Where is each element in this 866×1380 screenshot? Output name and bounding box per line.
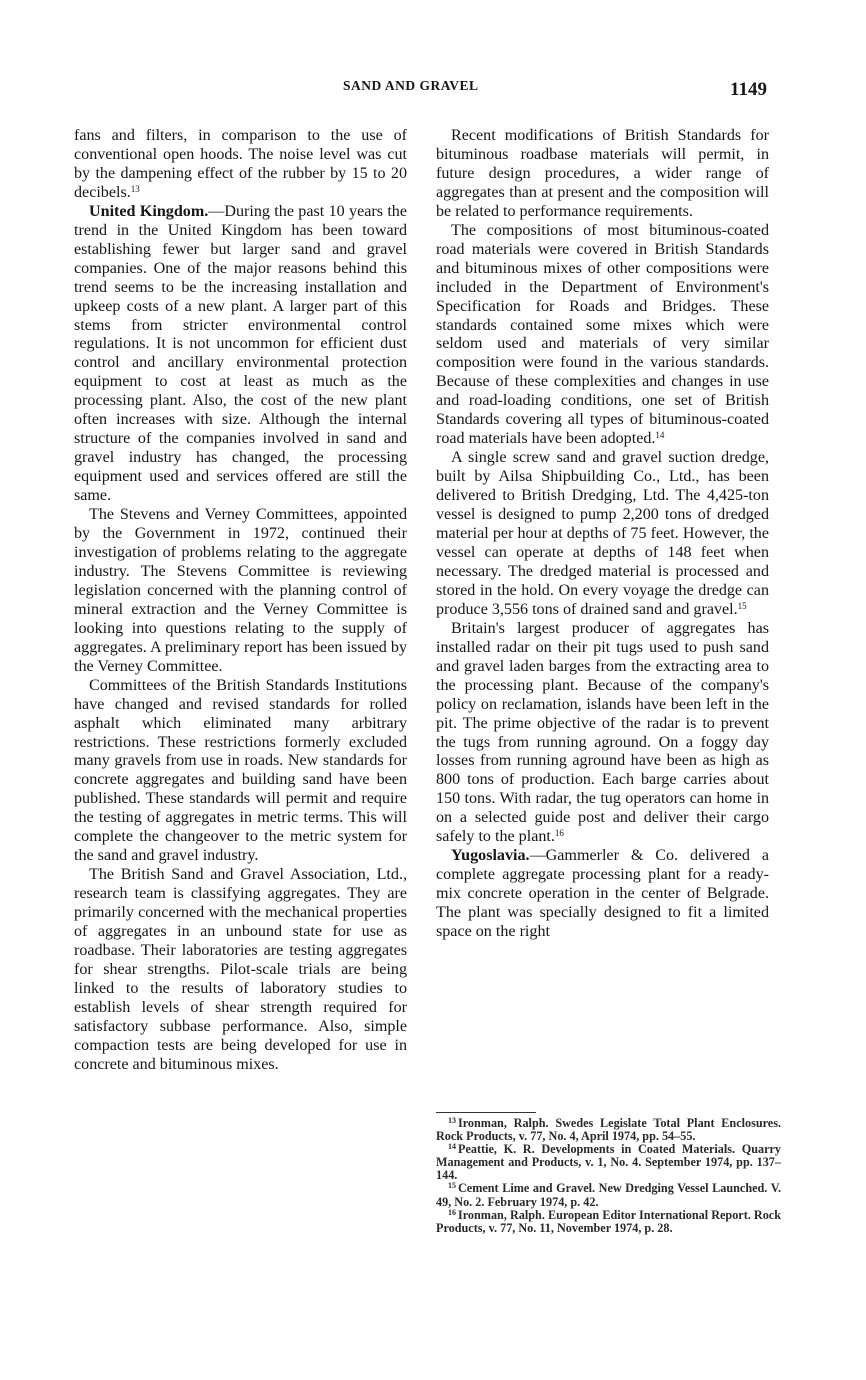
page-number: 1149 [730, 79, 767, 100]
footnotes [436, 1117, 781, 1235]
footnote-number: 13 [448, 1116, 456, 1125]
footnote [436, 1117, 781, 1143]
paragraph-text: A single screw sand and gravel suction dredge, built by Ailsa Shipbuilding Co., Ltd., has been delivered to British Dredging, Ltd. The 4,425-ton vessel is designed to pump 2,200 tons of dredged material per hour at depths of 75 feet. However, the vessel can operate at depths of 148 feet when necessary. The dredged material is processed and stored in the hold. On every voyage the dredge can produce 3,556 tons of drained sand and gravel. [436, 449, 769, 618]
footnote-divider [436, 1112, 536, 1113]
paragraph [436, 620, 769, 847]
footnote-ref: 15 [737, 600, 747, 611]
paragraph-text: The compositions of most bituminous-coated road materials were covered in British Standards and bituminous mixes of other compositions were included in the Department of Environment's Specification for Roads and Bridges. These standards contained some mixes which were seldom used and materials of very similar composition were found in the various standards. Because of these complexities and changes in use and road-loading conditions, one set of British Standards covering all types of bituminous-coated road materials have been adopted. [436, 221, 769, 448]
footnote-text: Ironman, Ralph. Swedes Legislate Total Plant Enclosures. Rock Products, v. 77, No. 4, April 1974, pp. 54–55. [436, 1116, 781, 1144]
footnote [436, 1182, 781, 1208]
section-heading-united-kingdom: United Kingdom. [89, 202, 209, 220]
paragraph [74, 127, 407, 203]
paragraph: Committees of the British Standards Institutions have changed and revised standards for rolled asphalt which eliminated many arbitrary restrictions. These restrictions formerly excluded many gravels from use in roads. New standards for concrete aggregates and building sand have been published. These standards will permit and require the testing of aggregates in metric terms. This will complete the changeover to the metric system for the sand and gravel industry. [74, 676, 407, 865]
running-header: SAND AND GRAVEL [343, 78, 479, 93]
paragraph [74, 203, 407, 506]
footnote [436, 1143, 781, 1182]
paragraph [436, 449, 769, 620]
paragraph [436, 222, 769, 449]
paragraph-text: —Gammerler & Co. delivered a complete aggregate processing plant for a ready-mix concrete operation in the center of Belgrade. The plant was specially designed to fit a limited space on the right [436, 847, 769, 941]
footnote [436, 1209, 781, 1235]
footnote-text: Ironman, Ralph. European Editor International Report. Rock Products, v. 77, No. 11, November 1974, p. 28. [436, 1207, 781, 1235]
footnote-ref: 16 [554, 828, 564, 839]
paragraph-text: fans and filters, in comparison to the use of conventional open hoods. The noise level was cut by the dampening effect of the rubber by 15 to 20 decibels. [74, 127, 407, 201]
footnote-number: 15 [448, 1181, 456, 1191]
left-column [74, 127, 407, 1075]
footnote-text: Cement Lime and Gravel. New Dredging Vessel Launched. V. 49, No. 2. February 1974, p. 42. [436, 1181, 781, 1209]
paragraph: The Stevens and Verney Committees, appointed by the Government in 1972, continued their investigation of problems relating to the aggregate industry. The Stevens Committee is reviewing legislation concerned with the planning control of mineral extraction and the Verney Committee is looking into questions relating to the supply of aggregates. A preliminary report has been issued by the Verney Committee. [74, 506, 407, 675]
right-column [436, 127, 769, 942]
section-heading-yugoslavia: Yugoslavia. [451, 847, 530, 865]
paragraph-text: Britain's largest producer of aggregates has installed radar on their pit tugs used to push sand and gravel laden barges from the extracting area to the processing plant. Because of the company's policy on reclamation, islands have been left in the pit. The prime objective of the radar is to prevent the tugs from running aground. On a foggy day losses from running aground have been as high as 800 tons of production. Each barge carries about 150 tons. With radar, the tug operators can home in on a selected guide post and deliver their cargo safely to the plant. [436, 619, 769, 846]
paragraph [436, 847, 769, 942]
footnote-number: 14 [448, 1142, 456, 1152]
paragraph: Recent modifications of British Standards for bituminous roadbase materials will permit, in future design procedures, a wider range of aggregates than at present and the composition will be related to performance requirements. [436, 127, 769, 220]
footnote-text: Peattie, K. R. Developments in Coated Materials. Quarry Management and Products, v. 1, No. 4. September 1974, pp. 137–144. [436, 1142, 781, 1183]
paragraph: The British Sand and Gravel Association, Ltd., research team is classifying aggregates. They are primarily concerned with the mechanical properties of aggregates in an unbound state for use as roadbase. Their laboratories are testing aggregates for shear strengths. Pilot-scale trials are being linked to the results of laboratory studies to establish levels of shear strength required for satisfactory subbase performance. Also, simple compaction tests are being developed for use in concrete and bituminous mixes. [74, 866, 407, 1073]
paragraph-text: —During the past 10 years the trend in the United Kingdom has been toward establishing fewer but larger sand and gravel companies. One of the major reasons behind this trend seems to be the increasing installation and upkeep costs of a new plant. A larger part of this stems from stricter environmental control regulations. It is not uncommon for efficient dust control and ancillary environmental protection equipment to cost at least as much as the processing plant. Also, the cost of the new plant often increases with size. Although the internal structure of the companies involved in sand and gravel industry has changed, the processing equipment used and services offered are still the same. [74, 202, 407, 505]
footnote-number: 16 [448, 1207, 456, 1217]
footnote-ref: 13 [130, 183, 140, 194]
footnote-ref: 14 [655, 430, 665, 441]
